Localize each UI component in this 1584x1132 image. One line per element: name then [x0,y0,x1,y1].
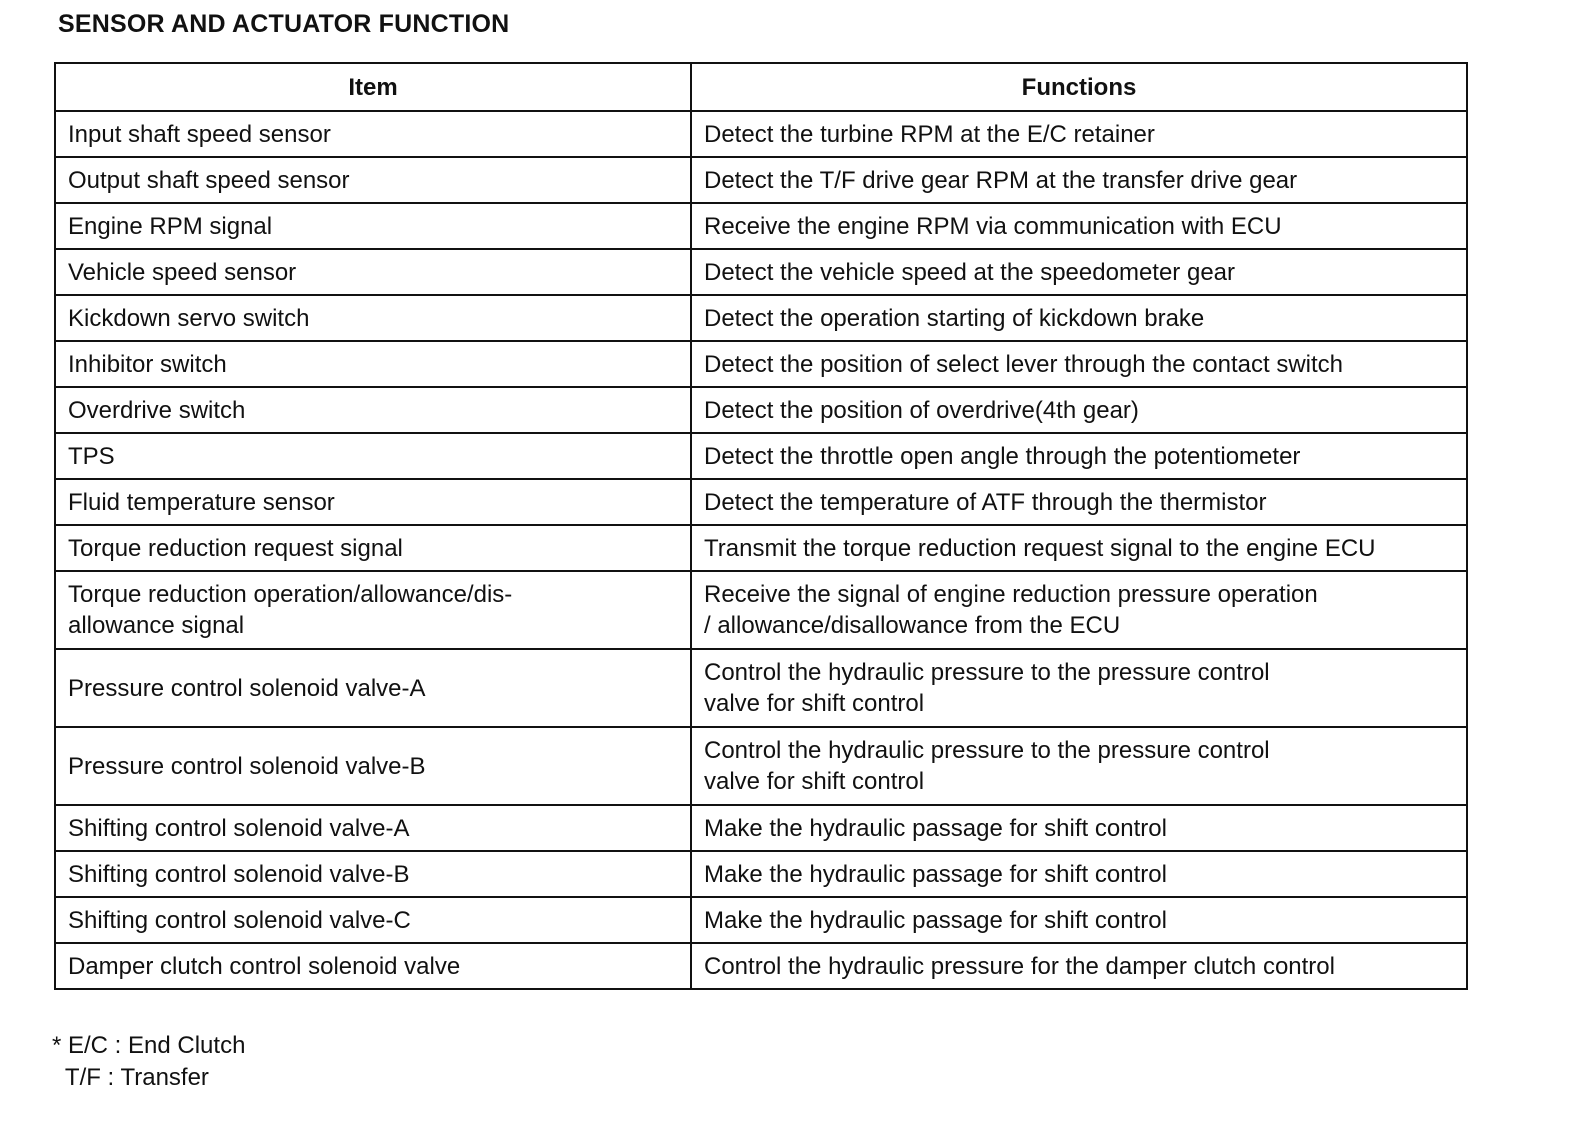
item-cell: Torque reduction request signal [55,525,691,571]
item-cell: Shifting control solenoid valve-A [55,805,691,851]
table-row [55,897,1467,943]
function-cell: Control the hydraulic pressure to the pressure control valve for shift control [691,649,1467,727]
function-cell: Make the hydraulic passage for shift control [691,805,1467,851]
item-cell: Shifting control solenoid valve-C [55,897,691,943]
table-row [55,203,1467,249]
function-cell: Control the hydraulic pressure to the pressure control valve for shift control [691,727,1467,805]
function-cell: Detect the throttle open angle through the potentiometer [691,433,1467,479]
function-cell: Detect the operation starting of kickdown brake [691,295,1467,341]
function-cell: Make the hydraulic passage for shift control [691,851,1467,897]
footnote-ec: * E/C : End Clutch [52,1032,246,1059]
table-row [55,387,1467,433]
column-header-item: Item [55,63,691,111]
table-row [55,943,1467,989]
table-row [55,157,1467,203]
function-cell: Transmit the torque reduction request signal to the engine ECU [691,525,1467,571]
item-cell: Vehicle speed sensor [55,249,691,295]
table-row [55,727,1467,805]
table-row [55,433,1467,479]
table-row [55,571,1467,649]
function-cell: Detect the position of overdrive(4th gear) [691,387,1467,433]
item-cell: Fluid temperature sensor [55,479,691,525]
table-row [55,649,1467,727]
item-cell: Inhibitor switch [55,341,691,387]
item-cell: TPS [55,433,691,479]
table-row [55,525,1467,571]
function-cell: Detect the turbine RPM at the E/C retainer [691,111,1467,157]
function-cell: Detect the T/F drive gear RPM at the transfer drive gear [691,157,1467,203]
page-title: SENSOR AND ACTUATOR FUNCTION [58,10,510,38]
sensor-actuator-table [54,62,1468,990]
item-cell: Overdrive switch [55,387,691,433]
column-header-functions: Functions [691,63,1467,111]
function-cell: Receive the signal of engine reduction pressure operation / allowance/disallowance from the ECU [691,571,1467,649]
table-row [55,851,1467,897]
table-row [55,111,1467,157]
item-cell: Engine RPM signal [55,203,691,249]
item-cell: Torque reduction operation/allowance/dis- allowance signal [55,571,691,649]
table-row [55,295,1467,341]
item-cell: Shifting control solenoid valve-B [55,851,691,897]
function-cell: Control the hydraulic pressure for the damper clutch control [691,943,1467,989]
function-cell: Receive the engine RPM via communication with ECU [691,203,1467,249]
function-cell: Detect the position of select lever through the contact switch [691,341,1467,387]
item-cell: Pressure control solenoid valve-B [55,727,691,805]
item-cell: Input shaft speed sensor [55,111,691,157]
footnotes [52,1030,245,1094]
table-row [55,805,1467,851]
function-cell: Detect the temperature of ATF through the thermistor [691,479,1467,525]
table-header-row [55,63,1467,111]
item-cell: Output shaft speed sensor [55,157,691,203]
item-cell: Damper clutch control solenoid valve [55,943,691,989]
table-row [55,249,1467,295]
table-row [55,479,1467,525]
item-cell: Pressure control solenoid valve-A [55,649,691,727]
function-cell: Make the hydraulic passage for shift control [691,897,1467,943]
footnote-tf: T/F : Transfer [52,1064,209,1091]
table-row [55,341,1467,387]
function-cell: Detect the vehicle speed at the speedometer gear [691,249,1467,295]
item-cell: Kickdown servo switch [55,295,691,341]
